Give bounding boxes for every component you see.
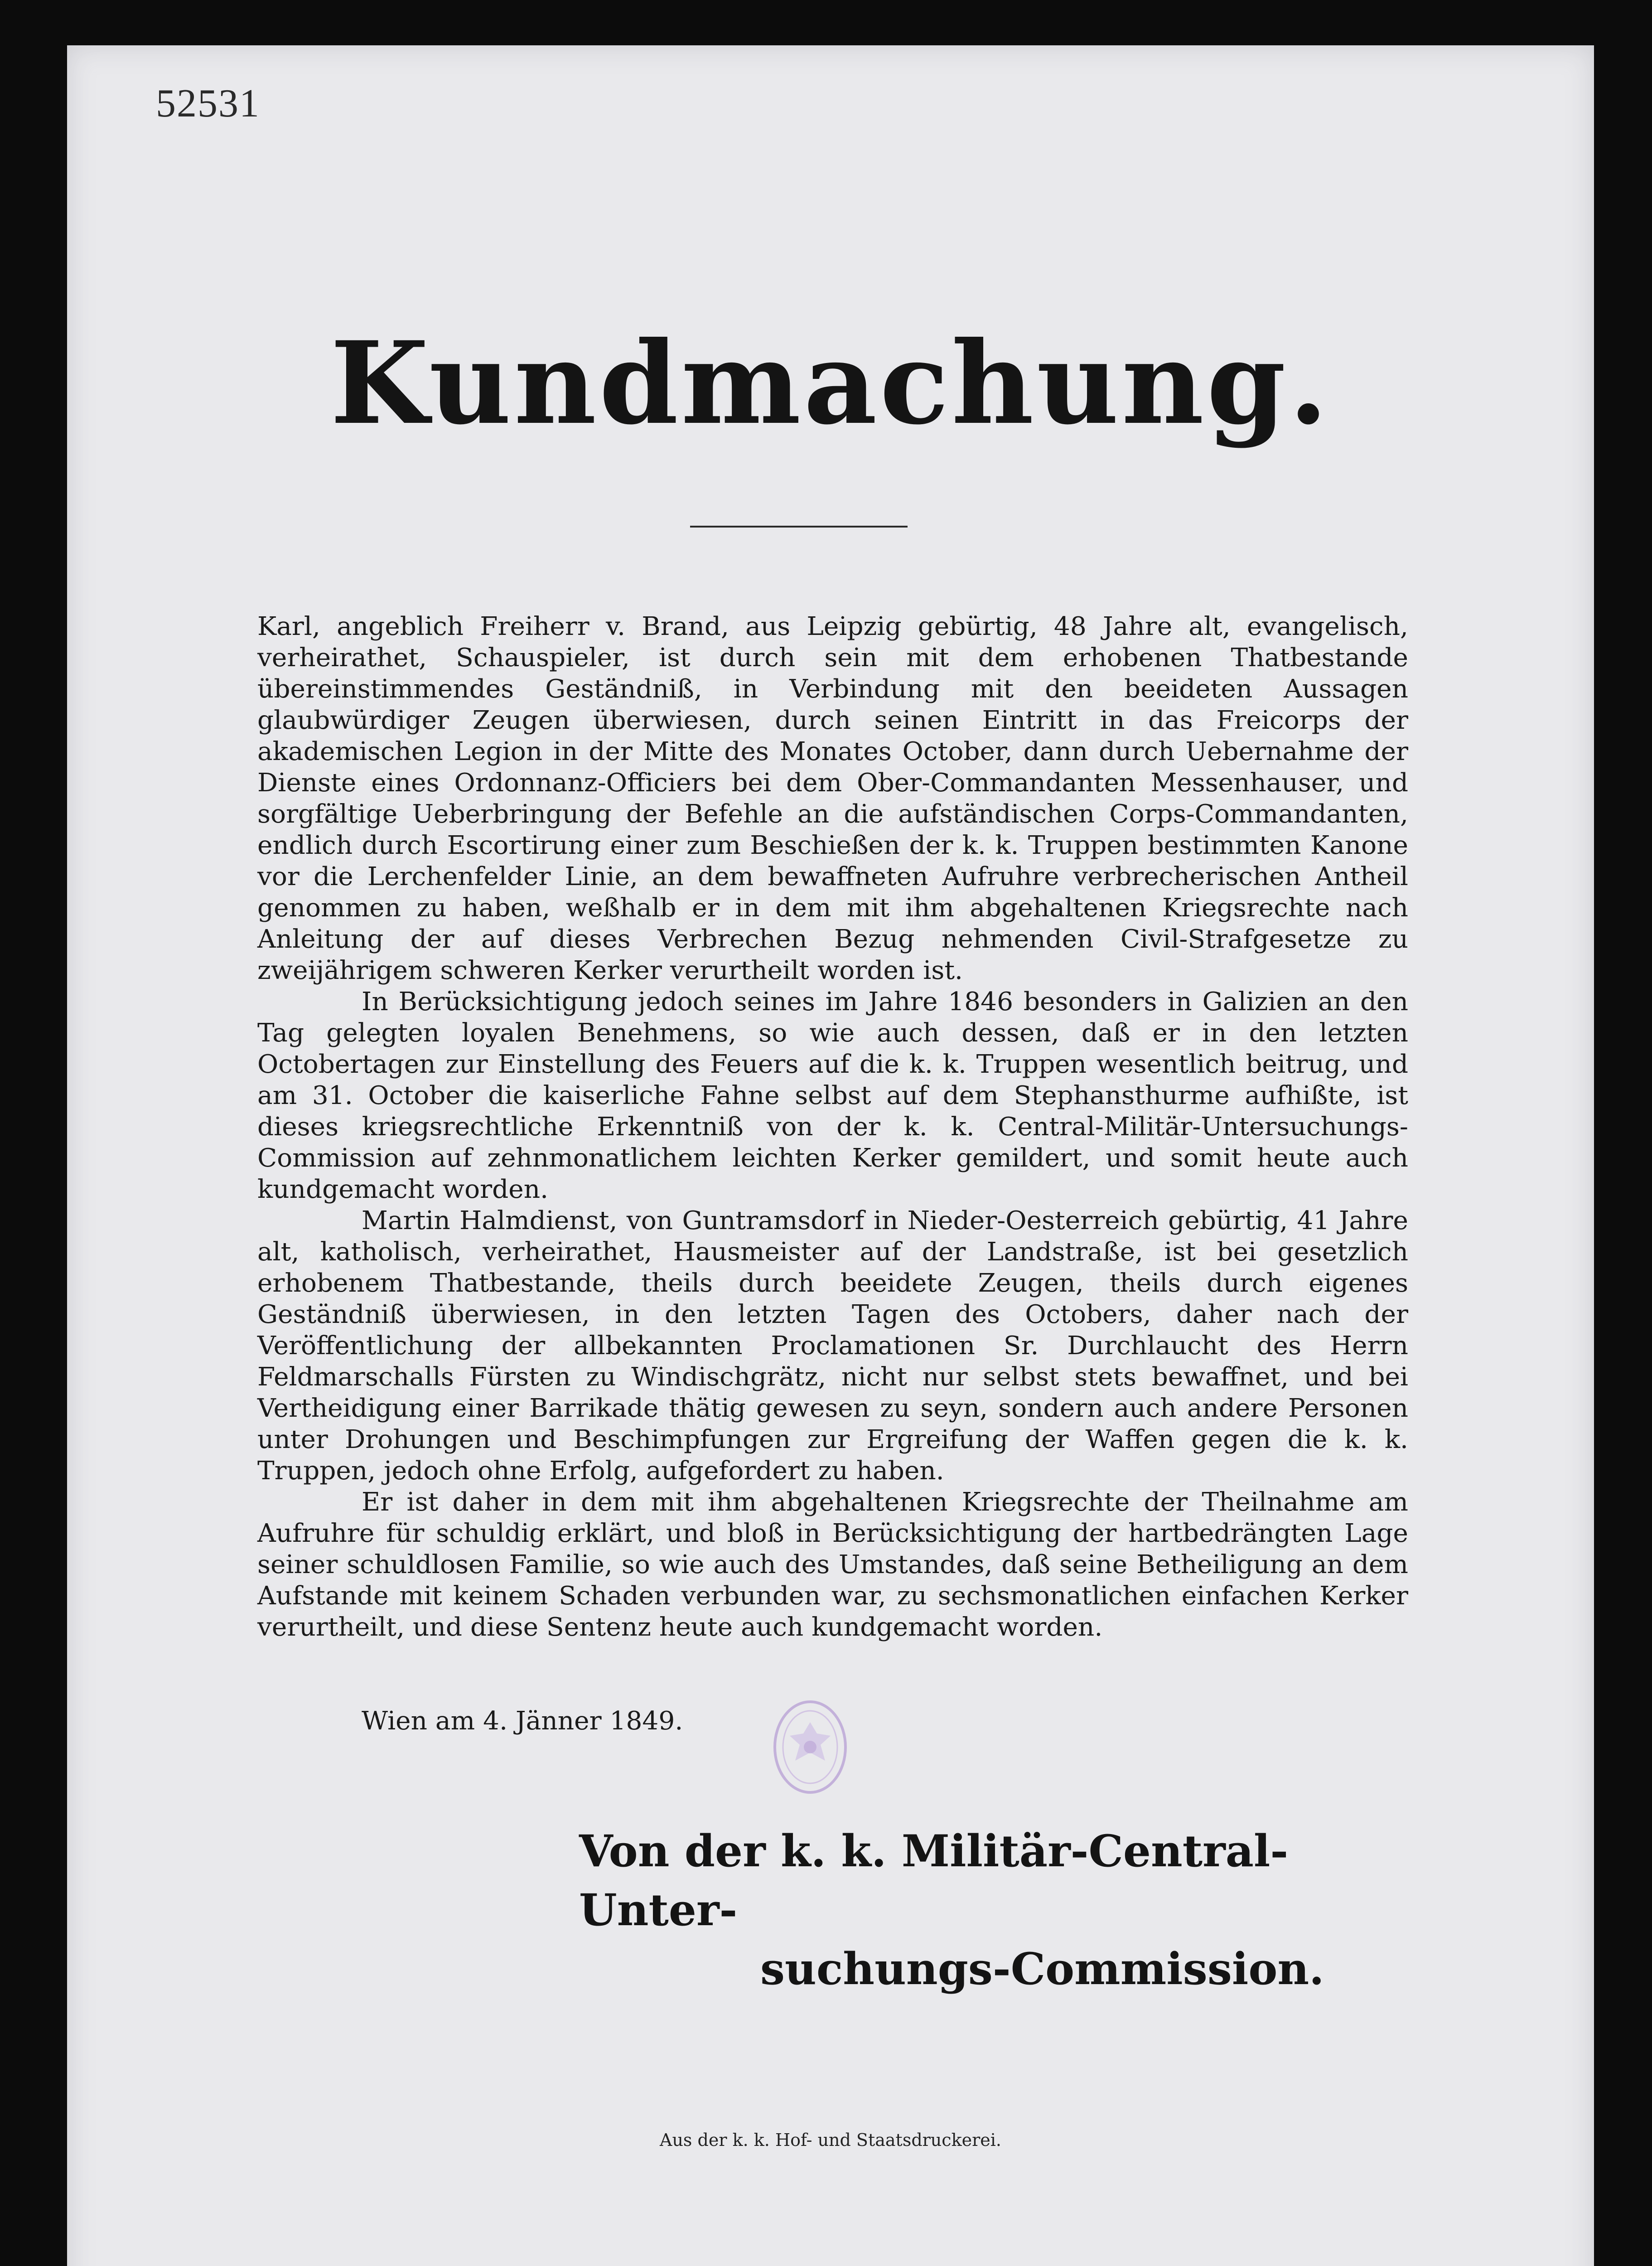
signature-line-1: Von der k. k. Militär-Central-Unter- — [579, 1825, 1289, 1936]
paragraph-brand-mitigation: In Berücksichtigung jedoch seines im Jahre 1846 besonders in Galizien an den Tag gelegten loyalen Benehmens, so wie auch dessen, daß er in den letzten Octobertagen zur Einstellung des Feuers auf die k. k. Truppen wesentlich beitrug, und am 31. October die kaiserliche Fahne selbst auf dem Stephansthurme aufhißte, ist dieses kriegsrechtliche Erkenntniß von der k. k. Central-Militär-Untersuchungs-Commission auf zehnmonatlichem leichten Kerker gemildert, und somit heute auch kundgemacht worden. — [257, 987, 1408, 1204]
issuing-authority — [579, 1822, 1440, 1999]
paragraph-brand-verdict: Karl, angeblich Freiherr v. Brand, aus Leipzig gebürtig, 48 Jahre alt, evangelisch, verheirathet, Schauspieler, ist durch sein mit dem erhobenen Thatbestande übereinstimmendes Geständniß, in Verbindung mit den beeideten Aussagen glaubwürdiger Zeugen überwiesen, durch seinen Eintritt in das Freicorps der akademischen Legion in der Mitte des Monates October, dann durch Uebernahme der Dienste eines Ordonnanz-Officiers bei dem Ober-Commandanten Messenhauser, und sorgfältige Ueberbringung der Befehle an die aufständischen Corps-Commandanten, endlich durch Escortirung einer zum Beschießen der k. k. Truppen bestimmten Kanone vor die Lerchenfelder Linie, an dem bewaffneten Aufruhre verbrecherischen Antheil genommen zu haben, weßhalb er in dem mit ihm abgehaltenen Kriegsrechte nach Anleitung der auf dieses Verbrechen Bezug nehmenden Civil-Strafgesetze zu zweijährigem schweren Kerker verurtheilt worden ist. — [257, 612, 1408, 985]
paragraph-halmdienst-charge: Martin Halmdienst, von Guntramsdorf in Nieder-Oesterreich gebürtig, 41 Jahre alt, katholisch, verheirathet, Hausmeister auf der Landstraße, ist bei gesetzlich erhobenem Thatbestande, theils durch beeidete Zeugen, theils durch eigenes Geständniß überwiesen, in den letzten Tagen des Octobers, daher nach der Veröffentlichung der allbekannten Proclamationen Sr. Durchlaucht des Herrn Feldmarschalls Fürsten zu Windischgrätz, nicht nur selbst stets bewaffnet, und bei Vertheidigung einer Barrikade thätig gewesen zu seyn, sondern auch andere Personen unter Drohungen und Beschimpfungen zur Ergreifung der Waffen gegen die k. k. Truppen, jedoch ohne Erfolg, aufgefordert zu haben. — [257, 1206, 1408, 1486]
dateline: Wien am 4. Jänner 1849. — [362, 1706, 683, 1736]
title-divider — [690, 526, 908, 528]
page-title: Kundmachung. — [330, 316, 1331, 450]
eagle-seal-stamp-icon — [772, 1697, 849, 1797]
paragraph-halmdienst-verdict: Er ist daher in dem mit ihm abgehaltenen Kriegsrechte der Theilnahme am Aufruhre für schuldig erklärt, und bloß in Berücksichtigung der hartbedrängten Lage seiner schuldlosen Familie, so wie auch des Umstandes, daß seine Betheiligung an dem Aufstande mit keinem Schaden verbunden war, zu sechsmonatlichen einfachen Kerker verurtheilt, und diese Sentenz heute auch kundgemacht worden. — [257, 1487, 1408, 1642]
document-sheet — [67, 45, 1594, 2266]
signature-line-2: suchungs-Commission. — [760, 1943, 1324, 1995]
catalog-number: 52531 — [156, 82, 260, 126]
announcement-body — [257, 611, 1408, 1643]
printer-imprint: Aus der k. k. Hof- und Staatsdruckerei. — [660, 2130, 1001, 2150]
